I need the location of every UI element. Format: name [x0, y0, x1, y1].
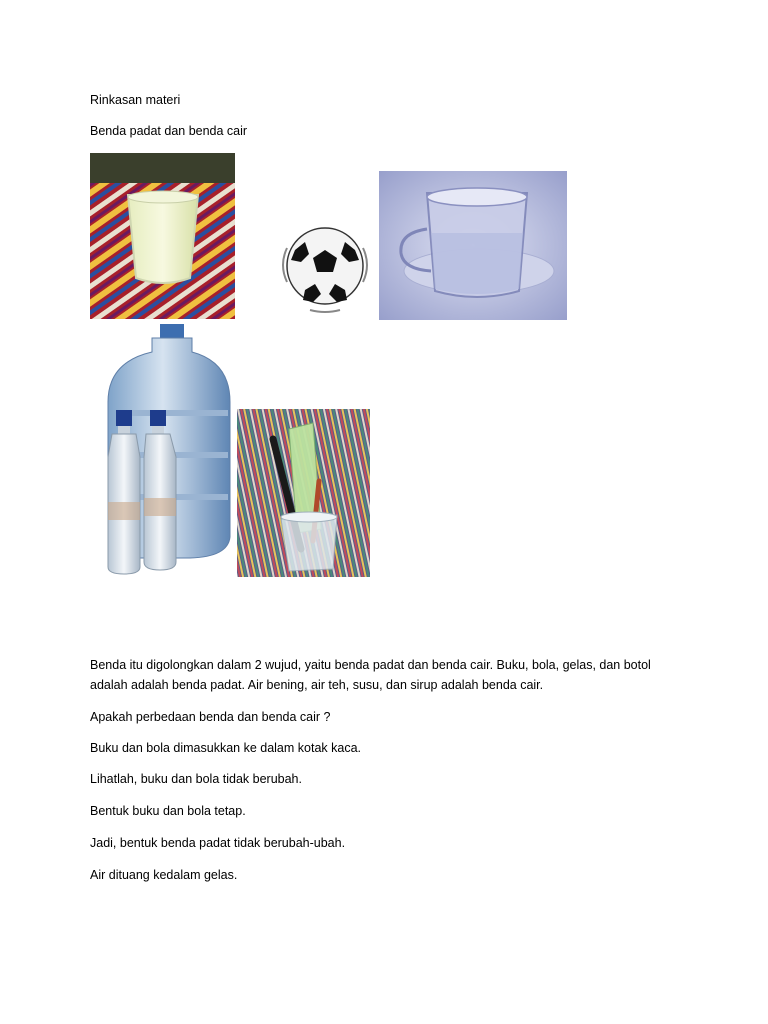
- text-line: Jadi, bentuk benda padat tidak berubah-ubah.: [90, 836, 346, 850]
- text-line: Air dituang kedalam gelas.: [90, 868, 238, 882]
- question-line: Apakah perbedaan benda dan benda cair ?: [90, 710, 331, 724]
- section-subheading: Benda padat dan benda cair: [90, 124, 248, 138]
- water-bottles-icon: [90, 322, 235, 578]
- intro-paragraph: Benda itu digolongkan dalam 2 wujud, yaitu benda padat dan benda cair. Buku, bola, gelas, dan botol adalah adalah benda padat. Air bening, air teh, susu, dan sirup adalah benda cair.: [90, 658, 651, 692]
- text-line: Buku dan bola dimasukkan ke dalam kotak kaca.: [90, 741, 361, 755]
- text-line: Lihatlah, buku dan bola tidak berubah.: [90, 772, 302, 786]
- glass-with-pencils-icon: [237, 409, 370, 577]
- text-line: Bentuk buku dan bola tetap.: [90, 804, 246, 818]
- glass-of-milk-icon: [90, 153, 235, 319]
- page-heading: Rinkasan materi: [90, 93, 181, 107]
- glass-cup-of-water-icon: [379, 171, 567, 320]
- soccer-ball-icon: [275, 220, 375, 315]
